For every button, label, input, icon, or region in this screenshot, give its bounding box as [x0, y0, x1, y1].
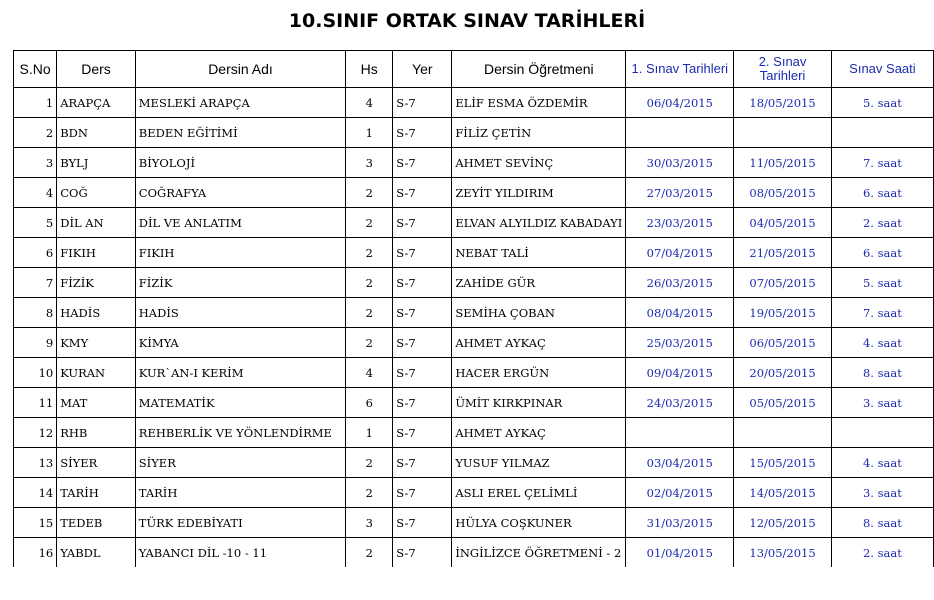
room: S-7 [393, 448, 452, 478]
exam-hour: 6. saat [831, 238, 933, 268]
weekly-hours: 2 [346, 238, 393, 268]
header-saat: Sınav Saati [831, 51, 933, 88]
second-exam-date: 12/05/2015 [734, 508, 832, 538]
weekly-hours: 4 [346, 88, 393, 118]
room: S-7 [393, 178, 452, 208]
course-code: COĞ [57, 178, 136, 208]
teacher-name: ZAHİDE GÜR [452, 268, 626, 298]
second-exam-date [734, 418, 832, 448]
row-number: 10 [14, 358, 57, 388]
table-row [14, 508, 934, 538]
weekly-hours: 2 [346, 268, 393, 298]
teacher-name: AHMET AYKAÇ [452, 418, 626, 448]
exam-hour: 5. saat [831, 88, 933, 118]
course-name: MATEMATİK [135, 388, 345, 418]
first-exam-date: 27/03/2015 [626, 178, 734, 208]
exam-hour: 5. saat [831, 268, 933, 298]
first-exam-date: 02/04/2015 [626, 478, 734, 508]
teacher-name: ELİF ESMA ÖZDEMİR [452, 88, 626, 118]
table-row [14, 448, 934, 478]
exam-hour: 7. saat [831, 148, 933, 178]
row-number: 1 [14, 88, 57, 118]
first-exam-date: 01/04/2015 [626, 538, 734, 568]
table-row [14, 388, 934, 418]
row-number: 13 [14, 448, 57, 478]
weekly-hours: 2 [346, 178, 393, 208]
course-name: SİYER [135, 448, 345, 478]
first-exam-date: 23/03/2015 [626, 208, 734, 238]
row-number: 15 [14, 508, 57, 538]
weekly-hours: 4 [346, 358, 393, 388]
second-exam-date: 08/05/2015 [734, 178, 832, 208]
exam-hour [831, 118, 933, 148]
second-exam-date: 11/05/2015 [734, 148, 832, 178]
second-exam-date: 07/05/2015 [734, 268, 832, 298]
header-sinav2: 2. Sınav Tarihleri [734, 51, 832, 88]
first-exam-date: 26/03/2015 [626, 268, 734, 298]
course-name: YABANCI DİL -10 - 11 [135, 538, 345, 568]
room: S-7 [393, 328, 452, 358]
row-number: 16 [14, 538, 57, 568]
row-number: 3 [14, 148, 57, 178]
row-number: 11 [14, 388, 57, 418]
table-row [14, 538, 934, 568]
first-exam-date: 24/03/2015 [626, 388, 734, 418]
first-exam-date [626, 418, 734, 448]
row-number: 14 [14, 478, 57, 508]
room: S-7 [393, 118, 452, 148]
room: S-7 [393, 208, 452, 238]
room: S-7 [393, 478, 452, 508]
weekly-hours: 2 [346, 328, 393, 358]
table-row [14, 418, 934, 448]
exam-schedule-table [13, 50, 934, 567]
first-exam-date: 06/04/2015 [626, 88, 734, 118]
row-number: 7 [14, 268, 57, 298]
course-code: HADİS [57, 298, 136, 328]
teacher-name: AHMET AYKAÇ [452, 328, 626, 358]
course-name: HADİS [135, 298, 345, 328]
room: S-7 [393, 238, 452, 268]
row-number: 8 [14, 298, 57, 328]
second-exam-date: 21/05/2015 [734, 238, 832, 268]
course-name: TARİH [135, 478, 345, 508]
room: S-7 [393, 538, 452, 568]
table-row [14, 478, 934, 508]
weekly-hours: 6 [346, 388, 393, 418]
course-code: FİZİK [57, 268, 136, 298]
weekly-hours: 2 [346, 208, 393, 238]
room: S-7 [393, 268, 452, 298]
room: S-7 [393, 388, 452, 418]
teacher-name: AHMET SEVİNÇ [452, 148, 626, 178]
teacher-name: NEBAT TALİ [452, 238, 626, 268]
row-number: 5 [14, 208, 57, 238]
course-name: FİZİK [135, 268, 345, 298]
room: S-7 [393, 508, 452, 538]
second-exam-date: 18/05/2015 [734, 88, 832, 118]
course-name: DİL VE ANLATIM [135, 208, 345, 238]
second-exam-date: 19/05/2015 [734, 298, 832, 328]
row-number: 12 [14, 418, 57, 448]
exam-hour: 3. saat [831, 478, 933, 508]
exam-hour: 3. saat [831, 388, 933, 418]
second-exam-date [734, 118, 832, 148]
course-code: KMY [57, 328, 136, 358]
first-exam-date: 08/04/2015 [626, 298, 734, 328]
course-code: ARAPÇA [57, 88, 136, 118]
teacher-name: HÜLYA COŞKUNER [452, 508, 626, 538]
teacher-name: SEMİHA ÇOBAN [452, 298, 626, 328]
teacher-name: İNGİLİZCE ÖĞRETMENİ - 2 [452, 538, 626, 568]
row-number: 2 [14, 118, 57, 148]
course-code: DİL AN [57, 208, 136, 238]
course-name: TÜRK EDEBİYATI [135, 508, 345, 538]
first-exam-date: 30/03/2015 [626, 148, 734, 178]
first-exam-date: 07/04/2015 [626, 238, 734, 268]
teacher-name: ELVAN ALYILDIZ KABADAYI [452, 208, 626, 238]
exam-hour: 4. saat [831, 328, 933, 358]
first-exam-date: 03/04/2015 [626, 448, 734, 478]
table-row [14, 268, 934, 298]
row-number: 9 [14, 328, 57, 358]
course-name: KUR`AN-I KERİM [135, 358, 345, 388]
row-number: 4 [14, 178, 57, 208]
course-code: TARİH [57, 478, 136, 508]
first-exam-date: 31/03/2015 [626, 508, 734, 538]
course-code: YABDL [57, 538, 136, 568]
table-header-row [14, 51, 934, 88]
course-name: BİYOLOJİ [135, 148, 345, 178]
exam-hour: 8. saat [831, 508, 933, 538]
course-code: TEDEB [57, 508, 136, 538]
room: S-7 [393, 148, 452, 178]
header-ogretmen: Dersin Öğretmeni [452, 51, 626, 88]
weekly-hours: 2 [346, 538, 393, 568]
table-row [14, 148, 934, 178]
weekly-hours: 3 [346, 508, 393, 538]
teacher-name: FİLİZ ÇETİN [452, 118, 626, 148]
header-dersin-adi: Dersin Adı [135, 51, 345, 88]
header-sinav1: 1. Sınav Tarihleri [626, 51, 734, 88]
first-exam-date: 25/03/2015 [626, 328, 734, 358]
header-hs: Hs [346, 51, 393, 88]
second-exam-date: 13/05/2015 [734, 538, 832, 568]
course-code: MAT [57, 388, 136, 418]
course-code: BYLJ [57, 148, 136, 178]
header-ders: Ders [57, 51, 136, 88]
exam-hour: 6. saat [831, 178, 933, 208]
second-exam-date: 04/05/2015 [734, 208, 832, 238]
weekly-hours: 2 [346, 448, 393, 478]
table-row [14, 178, 934, 208]
course-code: RHB [57, 418, 136, 448]
teacher-name: ASLI EREL ÇELİMLİ [452, 478, 626, 508]
header-yer: Yer [393, 51, 452, 88]
row-number: 6 [14, 238, 57, 268]
course-name: REHBERLİK VE YÖNLENDİRME [135, 418, 345, 448]
exam-hour [831, 418, 933, 448]
room: S-7 [393, 88, 452, 118]
course-name: KİMYA [135, 328, 345, 358]
room: S-7 [393, 358, 452, 388]
table-row [14, 358, 934, 388]
table-row [14, 208, 934, 238]
second-exam-date: 14/05/2015 [734, 478, 832, 508]
weekly-hours: 2 [346, 298, 393, 328]
first-exam-date [626, 118, 734, 148]
page-title: 10.SINIF ORTAK SINAV TARİHLERİ [288, 10, 646, 32]
weekly-hours: 3 [346, 148, 393, 178]
table-row [14, 328, 934, 358]
exam-hour: 7. saat [831, 298, 933, 328]
second-exam-date: 06/05/2015 [734, 328, 832, 358]
exam-hour: 2. saat [831, 208, 933, 238]
course-code: BDN [57, 118, 136, 148]
table-row [14, 298, 934, 328]
room: S-7 [393, 298, 452, 328]
header-sno: S.No [14, 51, 57, 88]
course-code: FIKIH [57, 238, 136, 268]
weekly-hours: 1 [346, 418, 393, 448]
weekly-hours: 1 [346, 118, 393, 148]
teacher-name: ZEYİT YILDIRIM [452, 178, 626, 208]
weekly-hours: 2 [346, 478, 393, 508]
exam-hour: 8. saat [831, 358, 933, 388]
first-exam-date: 09/04/2015 [626, 358, 734, 388]
table-row [14, 88, 934, 118]
exam-hour: 2. saat [831, 538, 933, 568]
course-name: MESLEKİ ARAPÇA [135, 88, 345, 118]
second-exam-date: 20/05/2015 [734, 358, 832, 388]
course-code: KURAN [57, 358, 136, 388]
course-name: FIKIH [135, 238, 345, 268]
table-row [14, 238, 934, 268]
room: S-7 [393, 418, 452, 448]
teacher-name: HACER ERGÜN [452, 358, 626, 388]
course-name: COĞRAFYA [135, 178, 345, 208]
second-exam-date: 15/05/2015 [734, 448, 832, 478]
exam-hour: 4. saat [831, 448, 933, 478]
course-name: BEDEN EĞİTİMİ [135, 118, 345, 148]
course-code: SİYER [57, 448, 136, 478]
teacher-name: YUSUF YILMAZ [452, 448, 626, 478]
teacher-name: ÜMİT KIRKPINAR [452, 388, 626, 418]
table-row [14, 118, 934, 148]
second-exam-date: 05/05/2015 [734, 388, 832, 418]
